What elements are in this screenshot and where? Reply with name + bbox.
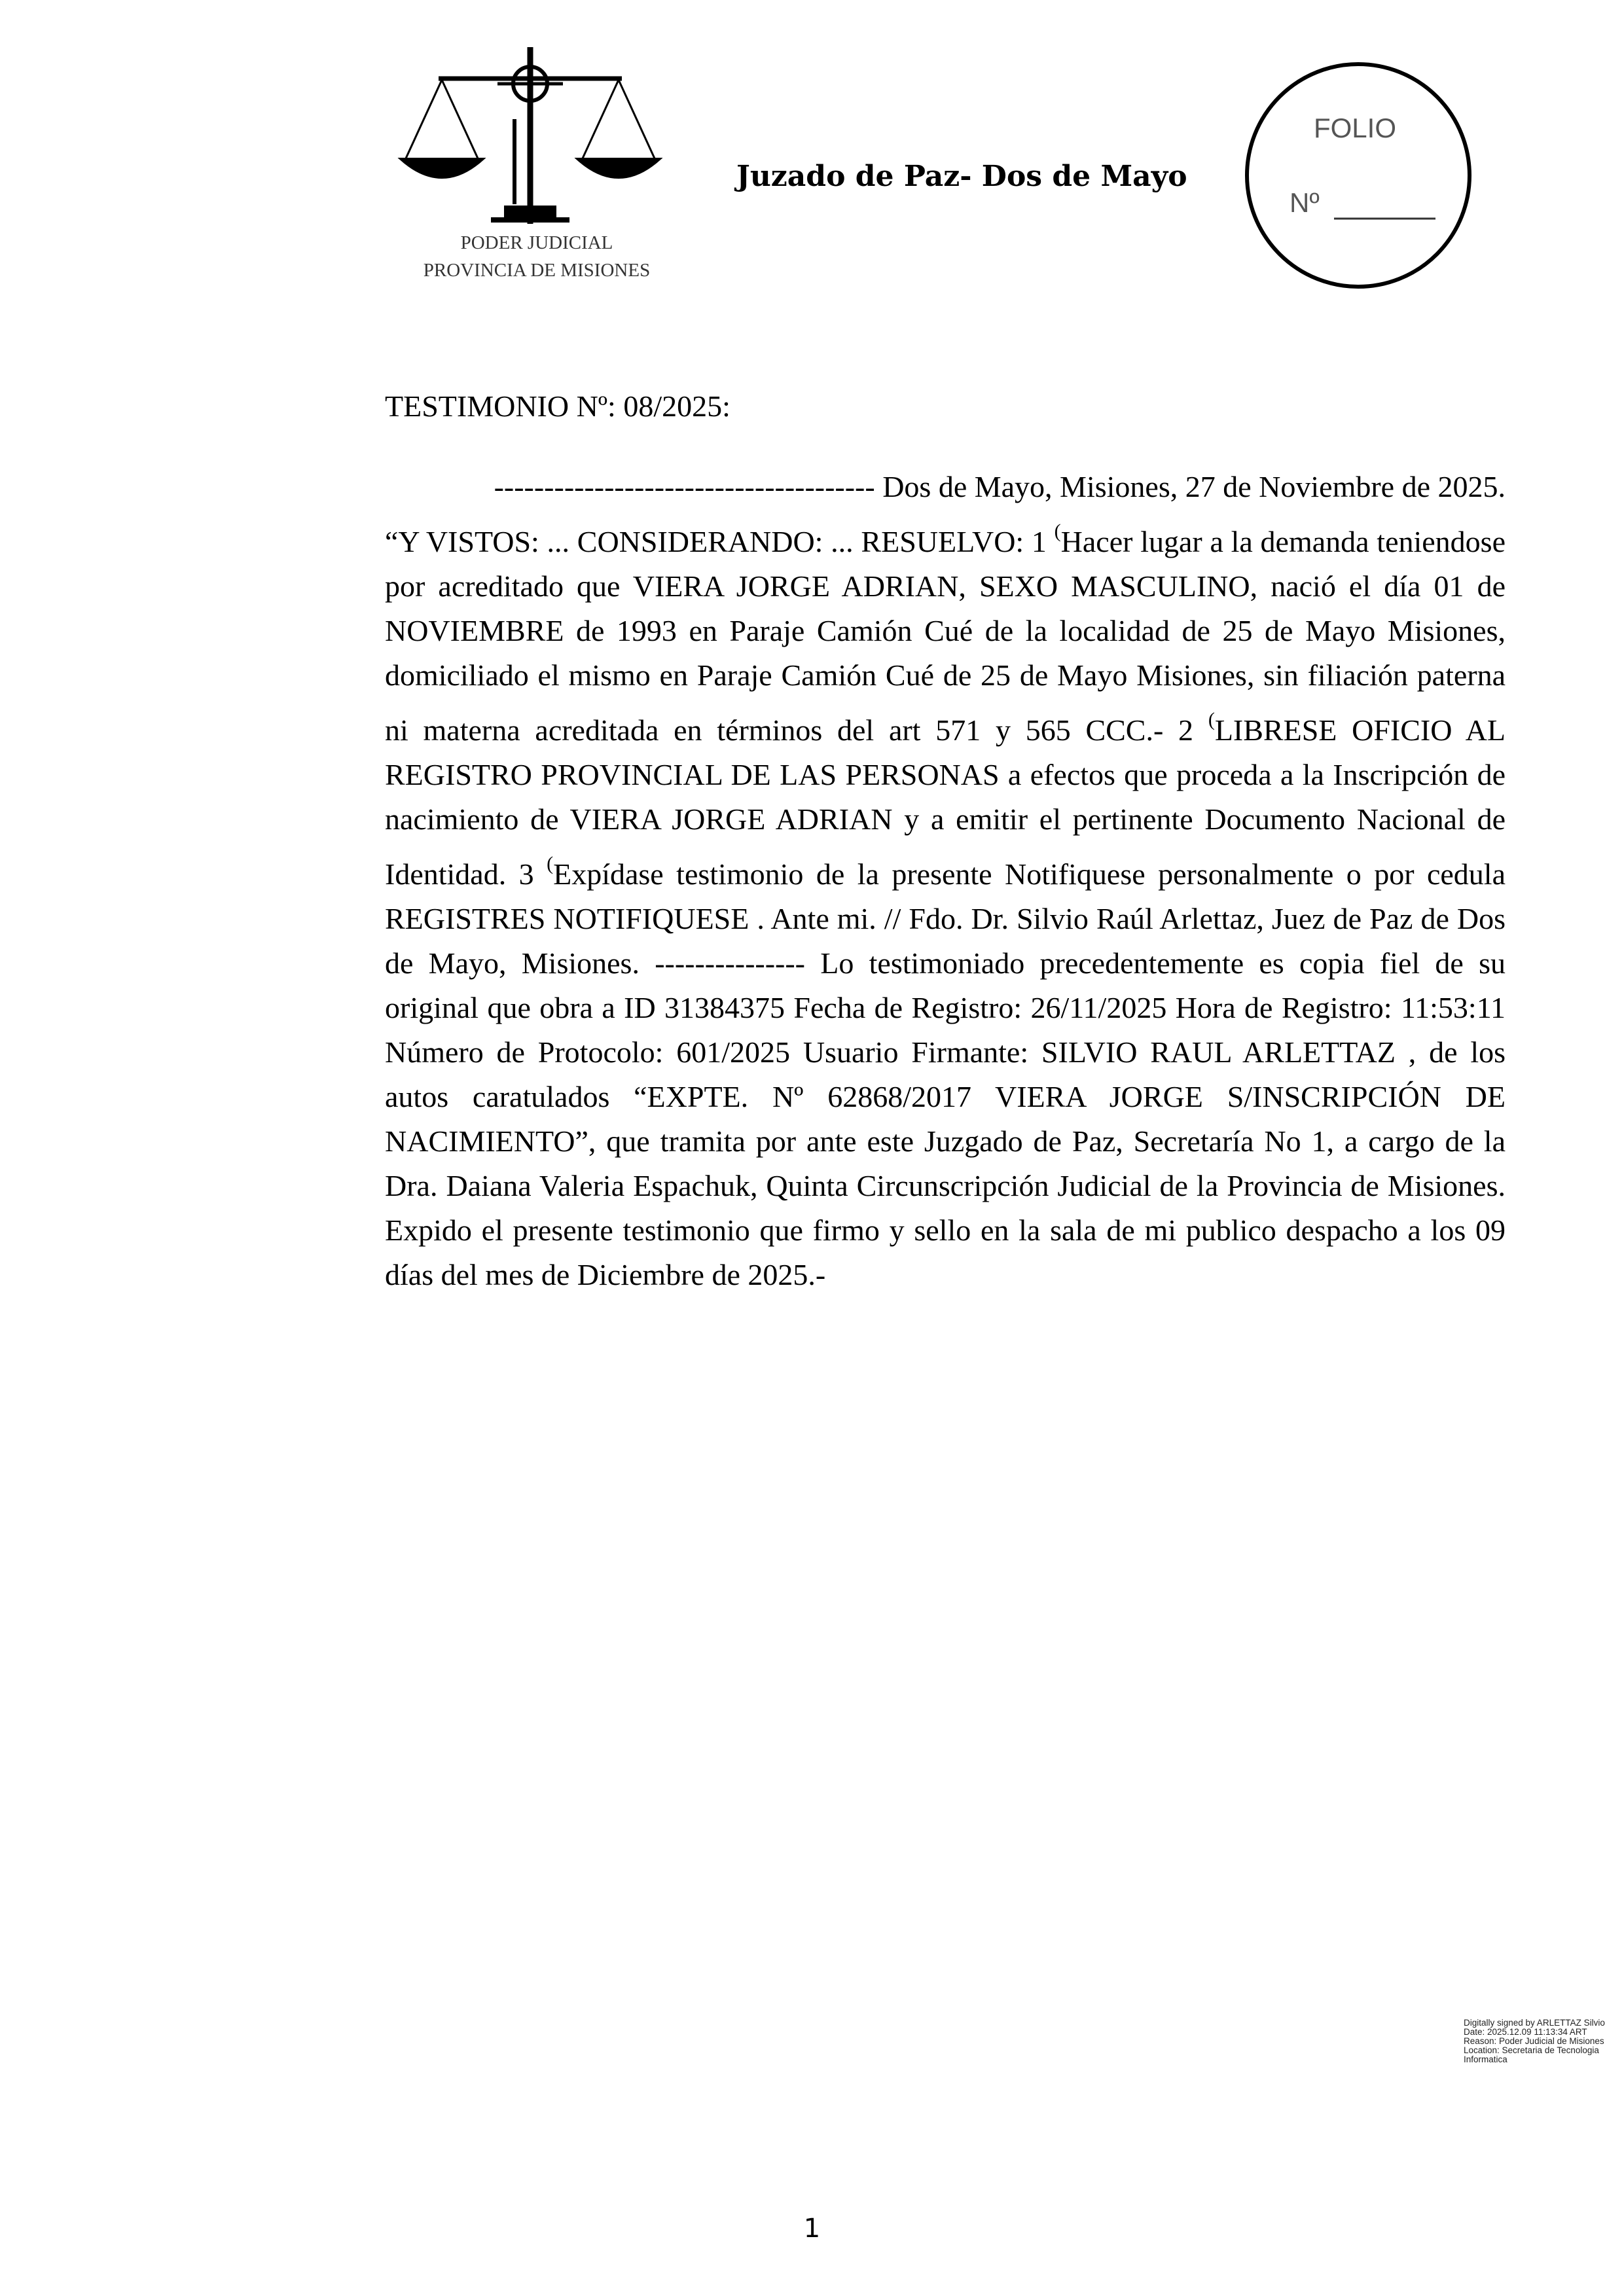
signature-line: Date: 2025.12.09 11:13:34 ART — [1464, 2028, 1587, 2037]
page-number: 1 — [803, 2214, 821, 2244]
testimonio-heading: TESTIMONIO Nº: 08/2025: — [385, 389, 731, 423]
signature-line: Informatica — [1464, 2055, 1507, 2064]
resolution-point-1: Hacer lugar a la demanda teniendose por acreditado que VIERA JORGE ADRIAN, SEXO MASCULINO, nació el día 01 de NOVIEMBRE de 1993 en Paraje Camión Cué de la localidad de 25 de Mayo Misiones, domiciliado el mismo en Paraje Camión Cué de 25 de Mayo Misiones, sin filiación paterna ni materna acreditada en términos del art 571 y 565 CCC.- 2 — [385, 525, 1506, 747]
poder-judicial-logo — [393, 41, 681, 289]
date-line: -------------------------------------- Dos de Mayo, Misiones, 27 de Noviembre de 2025. — [494, 470, 1506, 503]
paren-mark: ( — [1054, 520, 1061, 542]
testimonio-body — [385, 465, 1506, 1297]
paren-mark: ( — [547, 853, 554, 874]
court-title: Juzado de Paz- Dos de Mayo — [736, 160, 1187, 193]
folio-number-label: Nº — [1290, 187, 1320, 218]
scales-of-justice-icon — [399, 47, 661, 224]
signature-line: Digitally signed by ARLETTAZ Silvio — [1464, 2018, 1605, 2028]
resolution-paragraph — [385, 509, 1506, 1297]
signature-line: Location: Secretaria de Tecnologia — [1464, 2046, 1599, 2055]
folio-stamp — [1240, 58, 1476, 293]
paren-mark: ( — [1208, 709, 1215, 730]
signature-line: Reason: Poder Judicial de Misiones — [1464, 2037, 1604, 2046]
resolution-point-2: LIBRESE OFICIO AL REGISTRO PROVINCIAL DE LAS PERSONAS a efectos que proceda a la Inscripción de nacimiento de VIERA JORGE ADRIAN y a emitir el pertinente Documento Nacional de Identidad. 3 — [385, 713, 1506, 891]
logo-line-1: PODER JUDICIAL — [460, 232, 613, 253]
folio-label: FOLIO — [1313, 113, 1397, 143]
resolution-intro: “Y VISTOS: ... CONSIDERANDO: ... RESUELVO: 1 — [385, 525, 1055, 558]
logo-line-2: PROVINCIA DE MISIONES — [423, 260, 651, 281]
resolution-point-3: Expídase testimonio de la presente Notifiquese personalmente o por cedula REGISTRES NOTIFIQUESE . Ante mi. // Fdo. Dr. Silvio Raúl Arlettaz, Juez de Paz de Dos de Mayo, Misiones. --------------- Lo testimoniado precedentemente es copia fiel de su original que obra a ID 31384375 Fecha de Registro: 26/11/2025 Hora de Registro: 11:53:11 Número de Protocolo: 601/2025 Usuario Firmante: SILVIO RAUL ARLETTAZ , de los autos caratulados “EXPTE. Nº 62868/2017 VIERA JORGE S/INSCRIPCIÓN DE NACIMIENTO”, que tramita por ante este Juzgado de Paz, Secretaría No 1, a cargo de la Dra. Daiana Valeria Espachuk, Quinta Circunscripción Judicial de la Provincia de Misiones. Expido el presente testimonio que firmo y sello en la sala de mi publico despacho a los 09 días del mes de Diciembre de 2025.- — [385, 857, 1506, 1291]
digital-signature — [1464, 2018, 1624, 2064]
